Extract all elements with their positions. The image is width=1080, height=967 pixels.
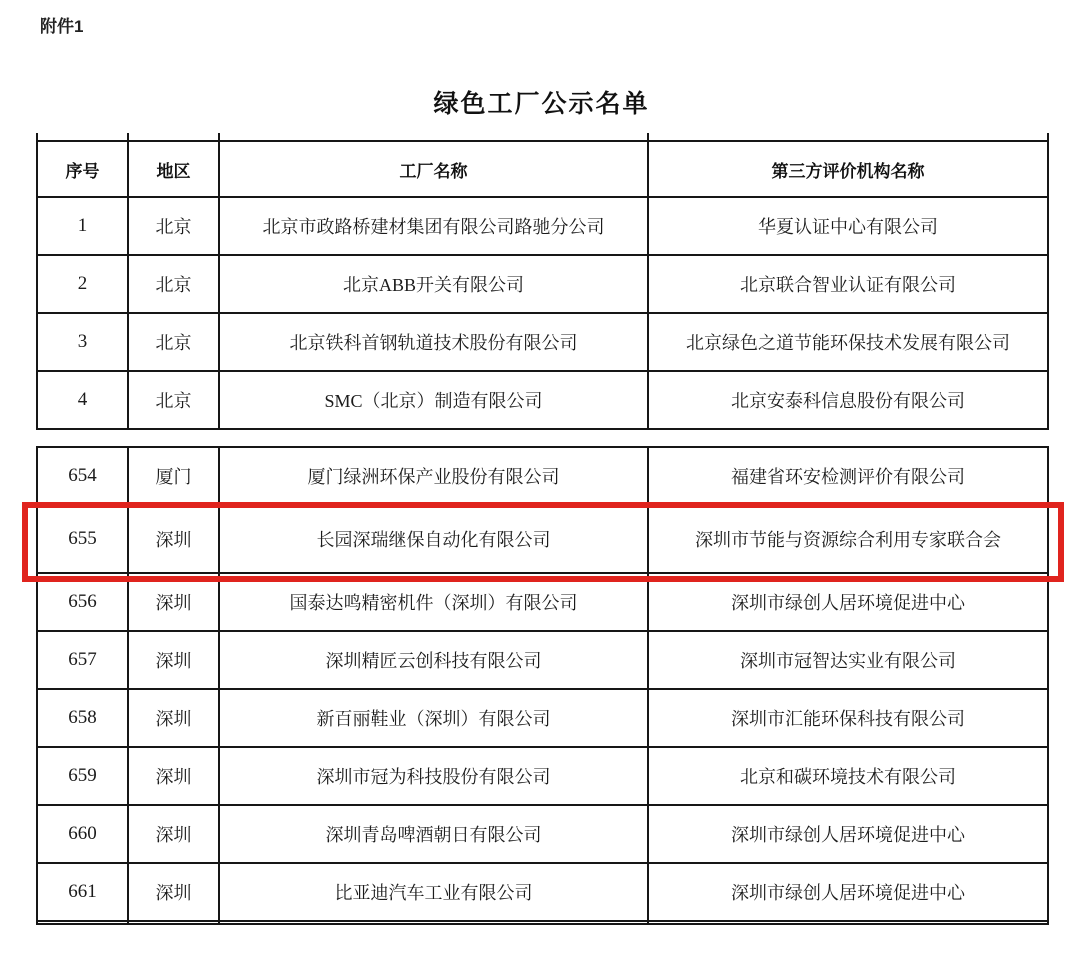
region-cell: 深圳 — [128, 631, 219, 689]
attachment-label: 附件1 — [40, 17, 84, 36]
region-cell: 深圳 — [128, 805, 219, 863]
roster-table-area — [36, 133, 1047, 925]
factory-name-cell: 长园深瑞继保自动化有限公司 — [219, 505, 648, 573]
factory-name-cell: 比亚迪汽车工业有限公司 — [219, 863, 648, 921]
table-row — [37, 197, 1048, 255]
cut-cell — [37, 921, 128, 924]
cut-row-top — [37, 133, 1048, 141]
row-number-cell: 661 — [37, 863, 128, 921]
factory-name-cell: 北京铁科首钢轨道技术股份有限公司 — [219, 313, 648, 371]
row-number-cell: 660 — [37, 805, 128, 863]
cut-cell — [128, 921, 219, 924]
factory-name-cell: 国泰达鸣精密机件（深圳）有限公司 — [219, 573, 648, 631]
table-row — [37, 805, 1048, 863]
region-cell: 深圳 — [128, 863, 219, 921]
region-cell: 北京 — [128, 255, 219, 313]
row-number-cell: 654 — [37, 447, 128, 505]
table-row — [37, 689, 1048, 747]
factory-name-cell: 厦门绿洲环保产业股份有限公司 — [219, 447, 648, 505]
region-cell: 深圳 — [128, 505, 219, 573]
table-row — [37, 505, 1048, 573]
factory-name-cell: 新百丽鞋业（深圳）有限公司 — [219, 689, 648, 747]
cut-cell — [219, 921, 648, 924]
header-factory: 工厂名称 — [219, 141, 648, 197]
row-number-cell: 3 — [37, 313, 128, 371]
factory-name-cell: 北京ABB开关有限公司 — [219, 255, 648, 313]
roster-table-section-2 — [36, 446, 1049, 925]
row-number-cell: 659 — [37, 747, 128, 805]
agency-name-cell: 北京和碳环境技术有限公司 — [648, 747, 1048, 805]
agency-name-cell: 深圳市节能与资源综合利用专家联合会 — [648, 505, 1048, 573]
roster-table-section-1 — [36, 133, 1049, 430]
region-cell: 北京 — [128, 313, 219, 371]
factory-name-cell: 深圳青岛啤酒朝日有限公司 — [219, 805, 648, 863]
cut-cell — [37, 133, 128, 141]
table-row — [37, 747, 1048, 805]
agency-name-cell: 深圳市绿创人居环境促进中心 — [648, 863, 1048, 921]
region-cell: 深圳 — [128, 689, 219, 747]
region-cell: 北京 — [128, 197, 219, 255]
factory-name-cell: 北京市政路桥建材集团有限公司路驰分公司 — [219, 197, 648, 255]
agency-name-cell: 北京联合智业认证有限公司 — [648, 255, 1048, 313]
row-number-cell: 2 — [37, 255, 128, 313]
agency-name-cell: 深圳市汇能环保科技有限公司 — [648, 689, 1048, 747]
agency-name-cell: 深圳市绿创人居环境促进中心 — [648, 805, 1048, 863]
row-number-cell: 655 — [37, 505, 128, 573]
factory-name-cell: 深圳精匠云创科技有限公司 — [219, 631, 648, 689]
header-region: 地区 — [128, 141, 219, 197]
table-row — [37, 255, 1048, 313]
table-row — [37, 371, 1048, 429]
table-row — [37, 573, 1048, 631]
agency-name-cell: 华夏认证中心有限公司 — [648, 197, 1048, 255]
table-row — [37, 313, 1048, 371]
factory-name-cell: SMC（北京）制造有限公司 — [219, 371, 648, 429]
table-header-row — [37, 141, 1048, 197]
agency-name-cell: 北京安泰科信息股份有限公司 — [648, 371, 1048, 429]
region-cell: 深圳 — [128, 573, 219, 631]
table-row — [37, 863, 1048, 921]
table-row — [37, 447, 1048, 505]
cut-cell — [219, 133, 648, 141]
agency-name-cell: 深圳市绿创人居环境促进中心 — [648, 573, 1048, 631]
row-number-cell: 658 — [37, 689, 128, 747]
table-row — [37, 631, 1048, 689]
factory-name-cell: 深圳市冠为科技股份有限公司 — [219, 747, 648, 805]
page-title: 绿色工厂公示名单 — [433, 90, 650, 118]
row-number-cell: 1 — [37, 197, 128, 255]
header-agency: 第三方评价机构名称 — [648, 141, 1048, 197]
region-cell: 北京 — [128, 371, 219, 429]
cut-cell — [128, 133, 219, 141]
header-no: 序号 — [37, 141, 128, 197]
row-number-cell: 4 — [37, 371, 128, 429]
row-number-cell: 656 — [37, 573, 128, 631]
agency-name-cell: 北京绿色之道节能环保技术发展有限公司 — [648, 313, 1048, 371]
cut-cell — [648, 921, 1048, 924]
agency-name-cell: 深圳市冠智达实业有限公司 — [648, 631, 1048, 689]
cut-row-bottom — [37, 921, 1048, 924]
cut-cell — [648, 133, 1048, 141]
agency-name-cell: 福建省环安检测评价有限公司 — [648, 447, 1048, 505]
region-cell: 厦门 — [128, 447, 219, 505]
region-cell: 深圳 — [128, 747, 219, 805]
row-number-cell: 657 — [37, 631, 128, 689]
